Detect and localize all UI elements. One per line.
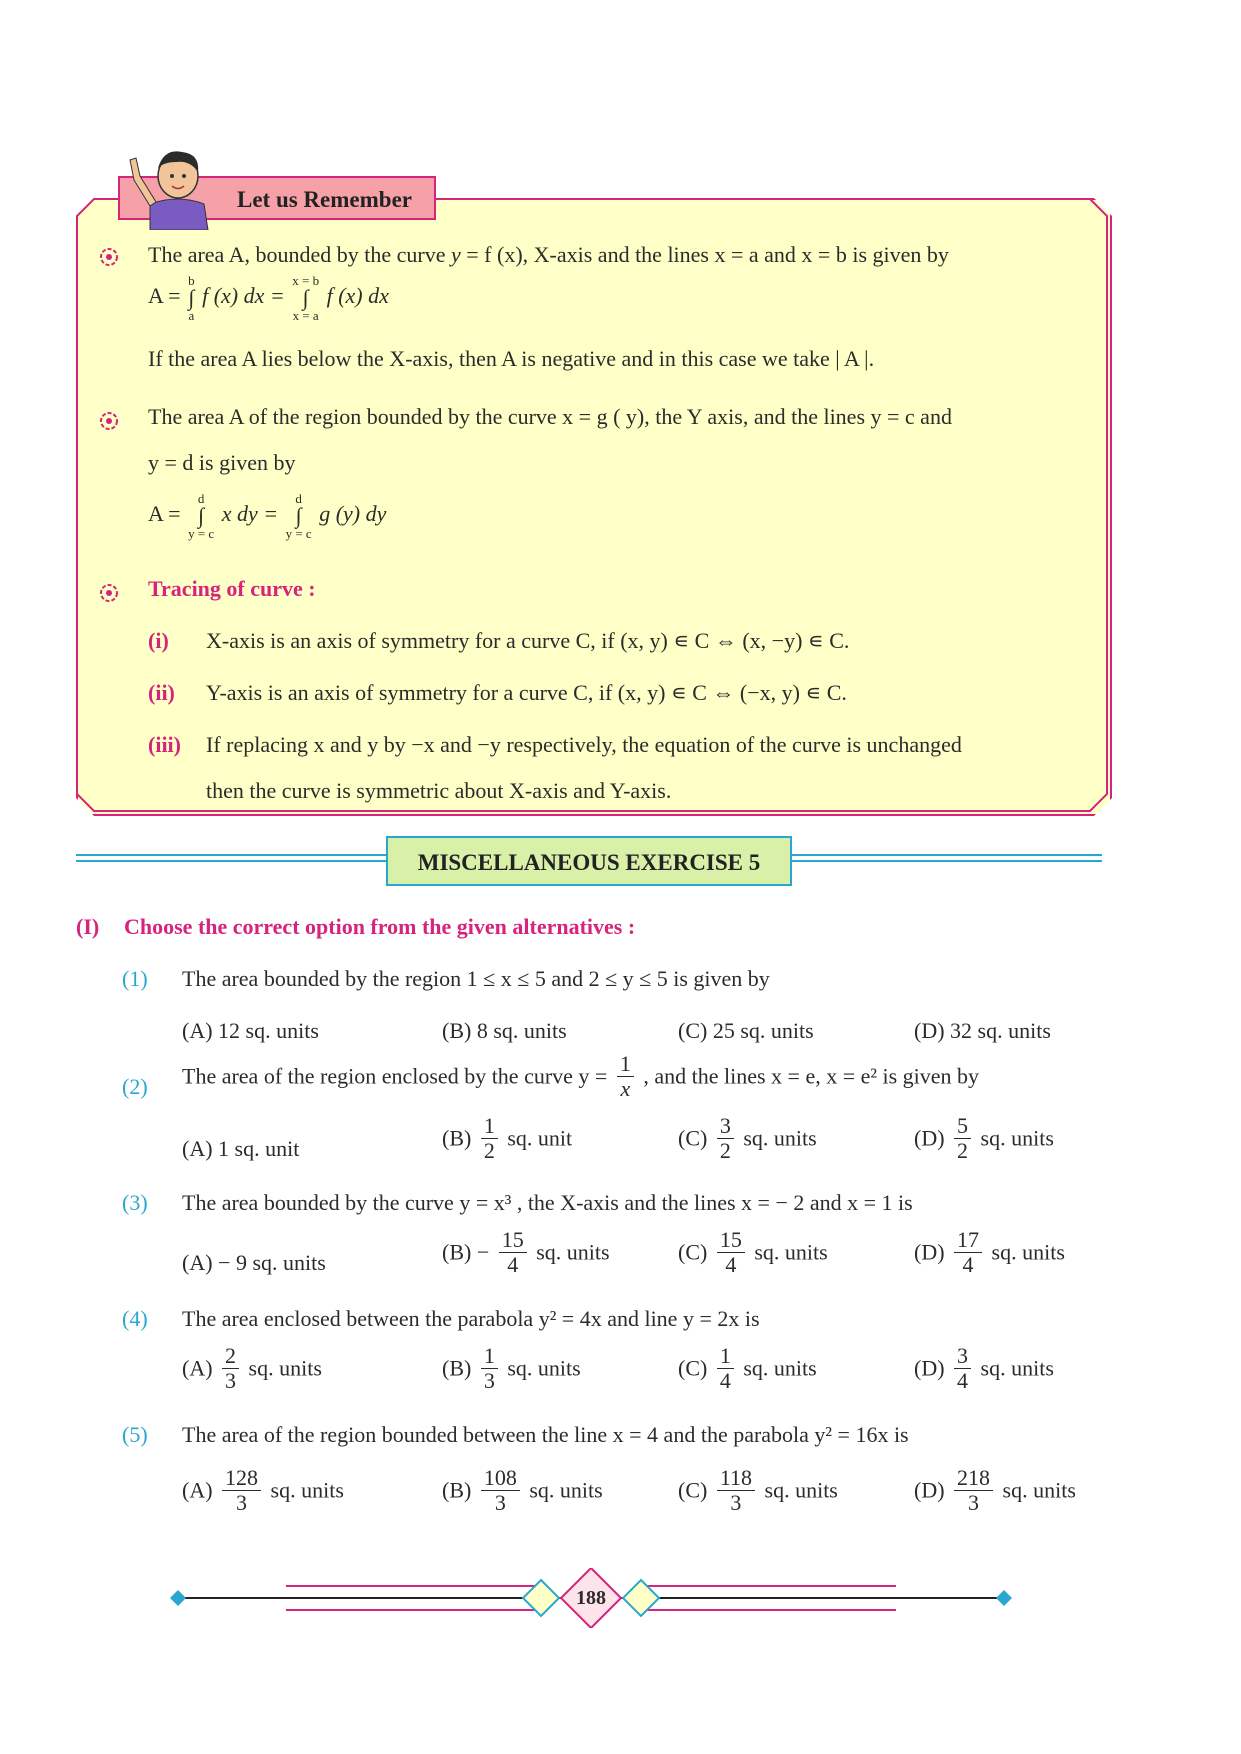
tracing-num: (ii) (148, 680, 175, 705)
remember-bullet-1: The area A, bounded by the curve y = f (x), X-axis and the lines x = a and x = b is given by (148, 242, 949, 267)
option-a: (A) $\frac{2}{3}$ sq. units (182, 1343, 322, 1393)
question-text: The area of the region bounded between the line x = 4 and the parabola y² = 16x is (182, 1422, 909, 1447)
option-d: (D) $\frac{17}{4}$ sq. units (914, 1227, 1065, 1277)
section-num: (I) (76, 914, 100, 939)
option-a: (A) 1 sq. unit (182, 1136, 300, 1161)
option-b: (B) $\frac{1}{2}$ sq. unit (442, 1113, 573, 1163)
option-b: (B) 8 sq. units (442, 1018, 567, 1043)
flower-bullet-icon (100, 248, 118, 266)
remember-note: If the area A lies below the X-axis, then A is negative and in this case we take | A |. (148, 346, 875, 371)
divider-line (76, 854, 388, 856)
tracing-num: (i) (148, 628, 169, 653)
option-b: (B) $\frac{1}{3}$ sq. units (442, 1343, 581, 1393)
flower-bullet-icon (100, 584, 118, 602)
divider-line (790, 860, 1102, 862)
option-d: (D) 32 sq. units (914, 1018, 1051, 1043)
question-text: The area bounded by the curve y = x³ , the X-axis and the lines x = − 2 and x = 1 is (182, 1190, 913, 1215)
option-a: (A) 12 sq. units (182, 1018, 319, 1043)
question-text: The area enclosed between the parabola y² = 4x and line y = 2x is (182, 1306, 760, 1331)
option-c: (C) 25 sq. units (678, 1018, 814, 1043)
tracing-text: X-axis is an axis of symmetry for a curve C, if (x, y) ∊ C ⇔ (x, −y) ∊ C. (206, 628, 850, 653)
question-num: (3) (122, 1190, 148, 1215)
question-num: (2) (122, 1074, 148, 1099)
option-b: (B) − $\frac{15}{4}$ sq. units (442, 1227, 610, 1277)
question-num: (5) (122, 1422, 148, 1447)
area-formula-y: A = d ∫ y = c x dy = d ∫ y = c g (y) dy (148, 491, 387, 541)
tracing-text-cont: then the curve is symmetric about X-axis and Y-axis. (206, 778, 672, 803)
question-num: (4) (122, 1306, 148, 1331)
flower-bullet-icon (100, 412, 118, 430)
tracing-num: (iii) (148, 732, 181, 757)
option-b: (B) $\frac{108}{3}$ sq. units (442, 1465, 603, 1515)
page-number: 188 (576, 1587, 606, 1609)
remember-bullet-2-cont: y = d is given by (148, 450, 296, 475)
remember-bullet-2: The area A of the region bounded by the curve x = g ( y), the Y axis, and the lines y = c and (148, 404, 952, 429)
question-num: (1) (122, 966, 148, 991)
boy-illustration-icon (120, 146, 212, 230)
tracing-title: Tracing of curve : (148, 576, 316, 601)
remember-title: Let us Remember (118, 176, 436, 220)
tracing-text: Y-axis is an axis of symmetry for a curve C, if (x, y) ∊ C ⇔ (−x, y) ∊ C. (206, 680, 847, 705)
exercise-title: MISCELLANEOUS EXERCISE 5 (386, 836, 792, 886)
option-c: (C) $\frac{1}{4}$ sq. units (678, 1343, 817, 1393)
divider-line (790, 854, 1102, 856)
tracing-text: If replacing x and y by −x and −y respectively, the equation of the curve is unchanged (206, 732, 962, 757)
option-a: (A) $\frac{128}{3}$ sq. units (182, 1465, 344, 1515)
option-c: (C) $\frac{15}{4}$ sq. units (678, 1227, 828, 1277)
section-title: Choose the correct option from the given alternatives : (124, 914, 636, 939)
option-d: (D) $\frac{5}{2}$ sq. units (914, 1113, 1054, 1163)
divider-line (76, 860, 388, 862)
option-c: (C) $\frac{3}{2}$ sq. units (678, 1113, 817, 1163)
area-formula-x: A = b ∫ a f (x) dx = x = b ∫ x = a f (x) dx (148, 273, 389, 323)
option-a: (A) − 9 sq. units (182, 1250, 326, 1275)
option-d: (D) $\frac{218}{3}$ sq. units (914, 1465, 1076, 1515)
option-c: (C) $\frac{118}{3}$ sq. units (678, 1465, 838, 1515)
option-d: (D) $\frac{3}{4}$ sq. units (914, 1343, 1054, 1393)
question-text: The area of the region enclosed by the curve y = $\frac{1}{x}$ , and the lines x = e, x = e² is given by (182, 1051, 980, 1101)
question-text: The area bounded by the region 1 ≤ x ≤ 5 and 2 ≤ y ≤ 5 is given by (182, 966, 770, 991)
